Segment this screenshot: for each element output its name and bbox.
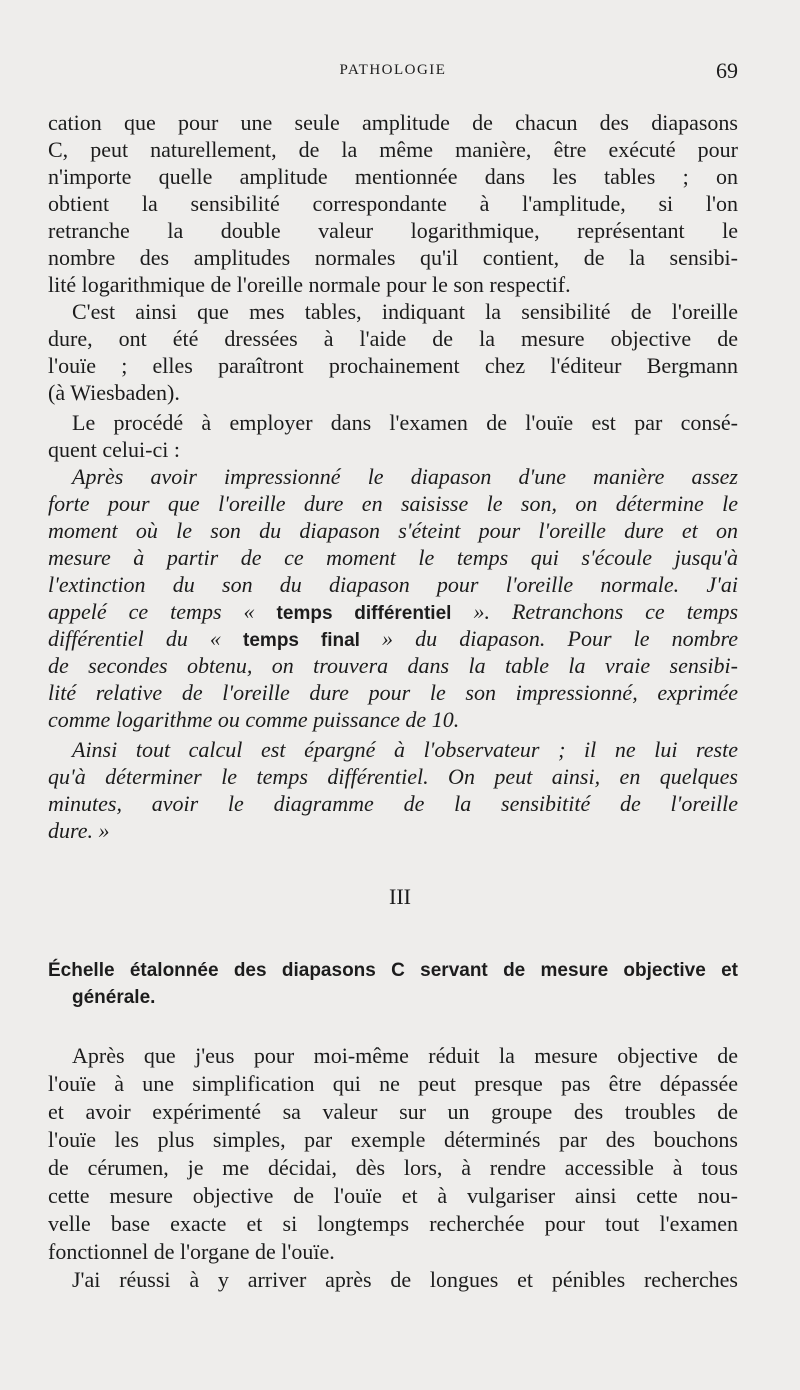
text-line: obtient la sensibilité correspondante à l'amplitude, si l'on [48,191,738,216]
page-header [48,58,738,88]
text-line: J'ai réussi à y arriver après de longues et pénibles recherches [72,1267,738,1292]
text-segment: ». Retranchons ce temps [473,599,739,624]
text-line: C'est ainsi que mes tables, indiquant la sensibilité de l'oreille [72,299,738,324]
text-line [48,626,738,654]
text-line: et avoir expérimenté sa valeur sur un groupe des troubles de [48,1099,738,1124]
term-temps-final: temps final [243,630,360,651]
text-line: (à Wiesbaden). [48,380,180,405]
text-line [48,599,738,627]
text-line: qu'à déterminer le temps différentiel. On peut ainsi, en quelques [48,764,738,789]
section-heading: Échelle étalonnée des diapasons C servant de mesure objective et [48,960,738,981]
section-number: III [389,884,411,909]
text-line: lité logarithmique de l'oreille normale pour le son respectif. [48,272,571,297]
text-segment: différentiel du « [48,626,221,651]
text-line: l'extinction du son du diapason pour l'oreille normale. J'ai [48,572,738,597]
text-line: quent celui-ci : [48,437,180,462]
text-line: lité relative de l'oreille dure pour le son impressionné, exprimée [48,680,738,705]
text-line: retranche la double valeur logarithmique, représentant le [48,218,738,243]
text-line: l'ouïe les plus simples, par exemple déterminés par des bouchons [48,1127,738,1152]
text-line: moment où le son du diapason s'éteint pour l'oreille dure et on [48,518,738,543]
text-line: l'ouïe ; elles paraîtront prochainement chez l'éditeur Bergmann [48,353,738,378]
text-line: l'ouïe à une simplification qui ne peut presque pas être dépassée [48,1071,738,1096]
text-line: minutes, avoir le diagramme de la sensibitité de l'oreille [48,791,738,816]
text-line: C, peut naturellement, de la même manière, être exécuté pour [48,137,738,162]
text-line: forte pour que l'oreille dure en saisisse le son, on détermine le [48,491,738,516]
text-line: n'importe quelle amplitude mentionnée dans les tables ; on [48,164,738,189]
text-segment: appelé ce temps « [48,599,255,624]
text-line: comme logarithme ou comme puissance de 10. [48,707,460,732]
text-line: mesure à partir de ce moment le temps qui s'écoule jusqu'à [48,545,738,570]
text-line: Ainsi tout calcul est épargné à l'observateur ; il ne lui reste [72,737,738,762]
page-number: 69 [716,58,738,83]
text-line: cette mesure objective de l'ouïe et à vulgariser ainsi cette nou- [48,1183,738,1208]
text-line: fonctionnel de l'organe de l'ouïe. [48,1239,335,1264]
section-heading-cont: générale. [72,987,156,1008]
text-line: Après que j'eus pour moi-même réduit la mesure objective de [72,1043,738,1068]
text-line: de secondes obtenu, on trouvera dans la table la vraie sensibi- [48,653,738,678]
running-title: PATHOLOGIE [339,62,447,78]
text-line: dure, ont été dressées à l'aide de la mesure objective de [48,326,738,351]
term-temps-differentiel: temps différentiel [276,603,452,624]
text-line: de cérumen, je me décidai, dès lors, à rendre accessible à tous [48,1155,738,1180]
text-line: Après avoir impressionné le diapason d'une manière assez [72,464,738,489]
text-line: dure. » [48,818,110,843]
text-line: cation que pour une seule amplitude de chacun des diapasons [48,110,738,135]
text-line: Le procédé à employer dans l'examen de l'ouïe est par consé- [72,410,738,435]
text-segment: » du diapason. Pour le nombre [382,626,739,651]
text-line: nombre des amplitudes normales qu'il contient, de la sensibi- [48,245,738,270]
text-line: velle base exacte et si longtemps recherchée pour tout l'examen [48,1211,738,1236]
